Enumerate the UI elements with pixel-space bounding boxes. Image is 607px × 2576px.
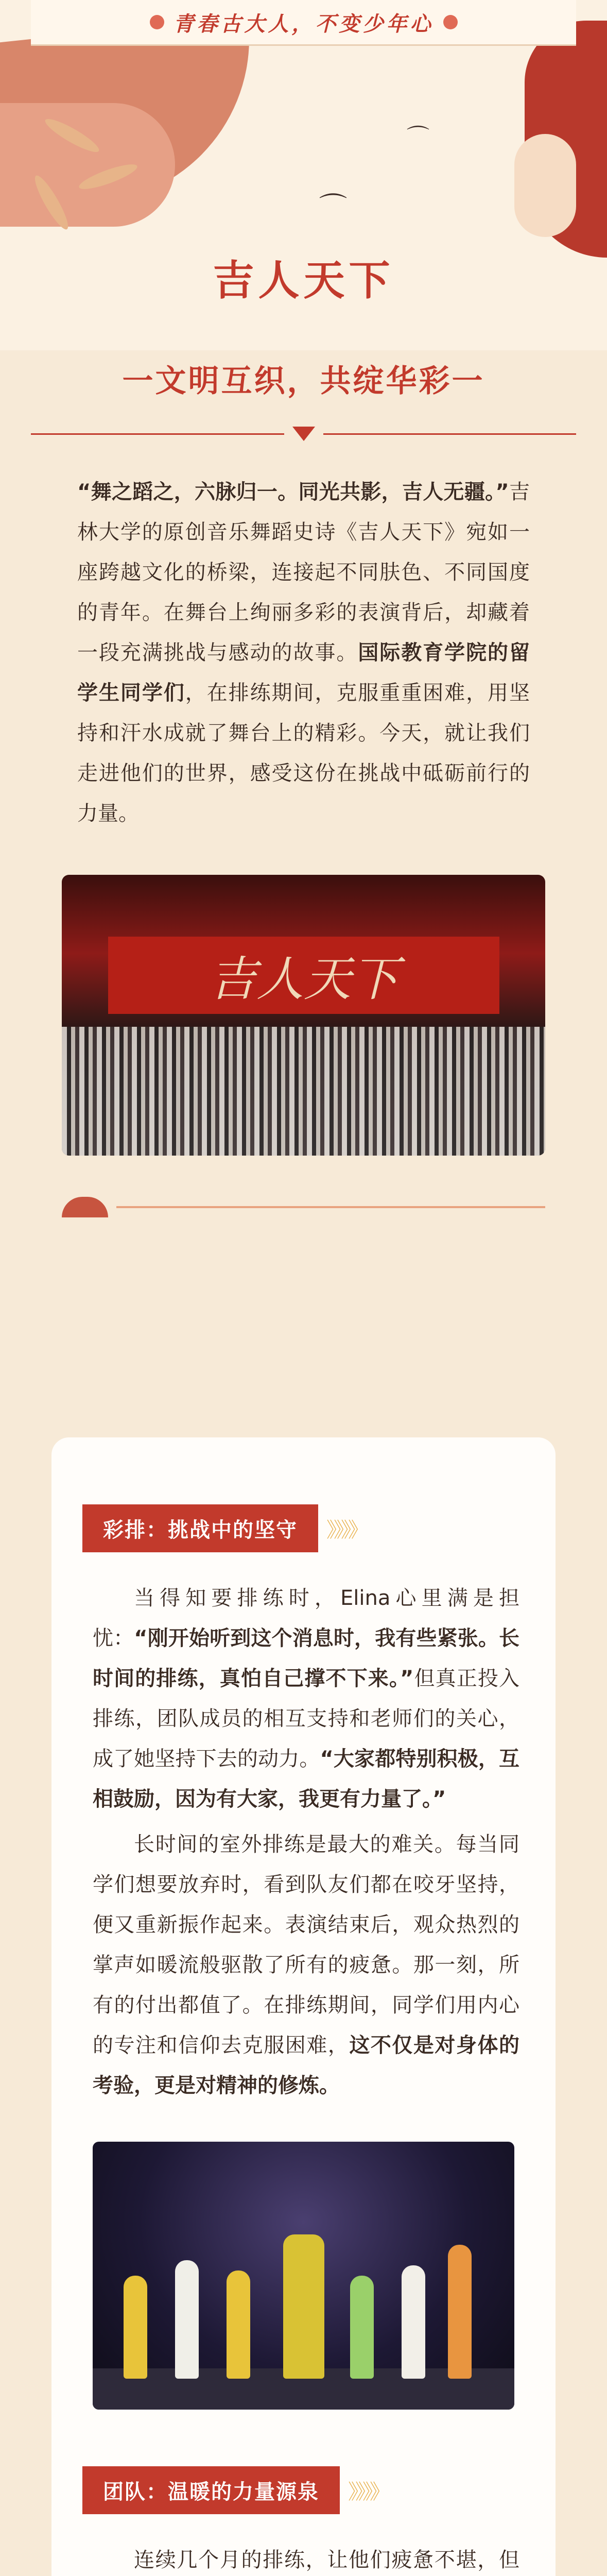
page-subtitle: 一文明互织，共绽华彩一 [122, 363, 485, 399]
stage-photo [62, 875, 545, 1156]
triangle-icon [292, 427, 315, 441]
dot-icon [150, 15, 164, 29]
intro-highlight: 国际教育学院的留学生同学们 [77, 641, 530, 705]
subtitle-block [0, 357, 607, 401]
divider [31, 427, 576, 441]
performers-crowd [62, 1027, 545, 1156]
decor-shape [514, 134, 576, 237]
slogan: 青春古大人，不变少年心 [173, 11, 434, 36]
paragraph: 当得知要排练时，Elina心里满是担忧：“刚开始听到这个消息时，我有些紧张。长时间的排练，真怕自己撑不下来。”但真正投入排练，团队成员的相互支持和老师们的关心，成了她坚持下去的动力。“大家都特别积极，互相鼓励，因为有大家，我更有力量了。” [93, 1586, 520, 1811]
content-card [51, 1437, 556, 2576]
intro-quote: “舞之蹈之，六脉归一。同光共影，吉人无疆。” [77, 480, 509, 504]
section-tag: 彩排：挑战中的坚守 [82, 1504, 318, 1552]
decor-shape [0, 103, 175, 227]
section-heading [82, 2466, 556, 2514]
section-tag: 团队：温暖的力量源泉 [82, 2466, 340, 2514]
slogan-bar [31, 0, 576, 46]
header-banner [0, 0, 607, 350]
section-body [93, 2540, 519, 2576]
arrows-icon: 》》》》 [348, 2480, 387, 2504]
stage-banner [108, 937, 499, 1014]
page-title: 吉人天下 [213, 256, 394, 304]
intro-text: ，在排练期间，克服重重困难，用坚持和汗水成就了舞台上的精彩。今天，就让我们走进他们的世界，感受这份在挑战中砥砺前行的力量。 [77, 681, 530, 825]
bird-icon: ⌒ [319, 191, 347, 224]
arrows-icon: 》》》》 [326, 1518, 366, 1542]
section-body [93, 1578, 519, 2106]
section-divider [62, 1197, 545, 1217]
paragraph: 长时间的室外排练是最大的难关。每当同学们想要放弃时，看到队友们都在咬牙坚持，便又重新振作起来。表演结束后，观众热烈的掌声如暖流般驱散了所有的疲惫。那一刻，所有的付出都值了。在排练期间，同学们用内心的专注和信仰去克服困难，这不仅是对身体的考验，更是对精神的修炼。 [93, 1833, 520, 2097]
dot-icon [443, 15, 458, 29]
cloud-icon [62, 1197, 108, 1217]
rehearsal-photo [93, 2142, 514, 2410]
paragraph: 连续几个月的排练，让他们疲惫不堪，但 [134, 2548, 519, 2572]
stage-banner-text: 吉人天下 [209, 952, 398, 1007]
section-heading [82, 1504, 556, 1552]
intro-paragraph [77, 472, 530, 834]
intro-text: 吉林大学的原创音乐舞蹈史诗《吉人天下》宛如一座跨越文化的桥梁，连接起不同肤色、不同国度的青年。在舞台上绚丽多彩的表演背后，却藏着一段充满挑战与感动的故事。 [77, 480, 530, 665]
bird-icon: ⌒ [407, 124, 429, 150]
